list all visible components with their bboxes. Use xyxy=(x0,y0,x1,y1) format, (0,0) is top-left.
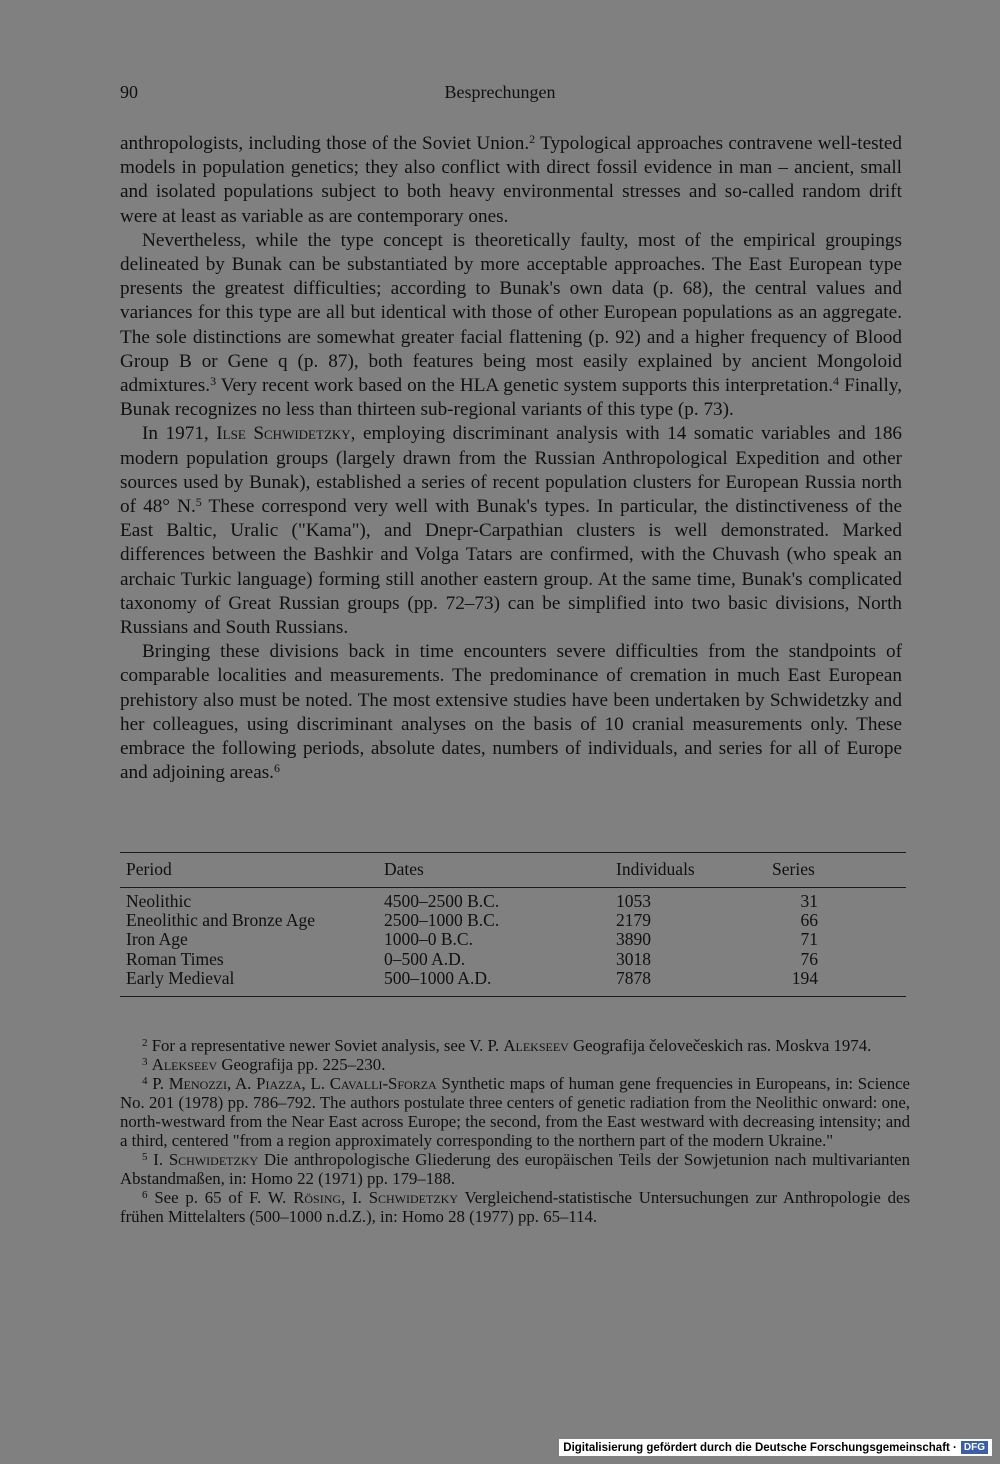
dfg-logo: DFG xyxy=(961,1441,988,1454)
cell-series: 194 xyxy=(791,967,818,988)
cell-individuals: 3018 xyxy=(616,948,651,969)
text-run: Synthetic maps of human gene frequencies in Europeans, in: Science No. 201 (1978) pp. 786–792. The authors postulate three centers of genetic radiation from the Neolithic onward: one, north-westward from the Near East across Europe; the second, from the East westward with decreasing intensity; and a third, centered "from a region approximately corresponding to the northern part of the modern Ukraine." xyxy=(120,1074,910,1150)
footnotes xyxy=(120,1036,910,1226)
author-name: Schwidetzky xyxy=(368,1188,459,1207)
text-run: , L. xyxy=(301,1074,330,1093)
text-run: Geografija čelovečeskich ras. Moskva 1974. xyxy=(568,1036,872,1055)
text-run: See p. 65 of F. W. xyxy=(147,1188,294,1207)
footnote-ref: 4 xyxy=(833,374,840,389)
footnote-4 xyxy=(120,1074,910,1150)
footnote-5 xyxy=(120,1150,910,1188)
author-name: Ilse Schwidetzky xyxy=(216,423,351,445)
footnote-ref: 5 xyxy=(195,495,202,510)
periods-table xyxy=(120,852,906,997)
table-row xyxy=(120,911,906,930)
text-run: In 1971, xyxy=(142,423,217,445)
text-run: Geografija pp. 225–230. xyxy=(217,1055,386,1074)
page-number: 90 xyxy=(120,82,138,102)
table-row xyxy=(120,892,906,911)
header-individuals: Individuals xyxy=(616,859,695,879)
paragraph-2 xyxy=(120,229,902,423)
cell-dates: 0–500 A.D. xyxy=(384,948,466,969)
cell-dates: 1000–0 B.C. xyxy=(384,929,473,950)
cell-individuals: 3890 xyxy=(616,929,651,950)
author-name: Alekseev xyxy=(151,1055,218,1074)
header-period: Period xyxy=(126,859,172,879)
text-run: Typological approaches contravene well-tested models in population genetics; they also conflict with direct fossil evidence in man – ancient, small and isolated populations subject to both heavy environmental stresses and so-called random drift were at least as variable as are contemporary ones. xyxy=(120,133,902,227)
text-run: These correspond very well with Bunak's types. In particular, the distinctiveness of the East Baltic, Uralic ("Kama"), and Dnepr-Carpathian clusters is well demonstrated. Marked differences between the Bashkir and Volga Tatars are confirmed, with the Chuvash (who speak an archaic Turkic language) forming still another eastern group. At the same time, Bunak's complicated taxonomy of Great Russian groups (pp. 72–73) can be simplified into two basic divisions, North Russians and South Russians. xyxy=(120,496,902,639)
text-run: Die anthropologische Gliederung des europäischen Teils der Sowjetunion nach multivarianten Abstandmaßen, in: Homo 22 (1971) pp. 179–188. xyxy=(120,1150,910,1188)
body-text xyxy=(120,132,902,785)
cell-period: Neolithic xyxy=(126,891,192,911)
text-run: Very recent work based on the HLA genetic system supports this interpretation. xyxy=(216,375,834,397)
footnote-ref: 3 xyxy=(210,374,217,389)
footnote-number: 5 xyxy=(142,1151,148,1163)
author-name: Cavalli-Sforza xyxy=(329,1074,437,1093)
table-header-row xyxy=(120,853,906,888)
table-row xyxy=(120,950,906,969)
header-series: Series xyxy=(772,859,815,879)
footnote-number: 6 xyxy=(142,1189,148,1201)
cell-series: 66 xyxy=(800,910,818,931)
cell-period: Iron Age xyxy=(126,929,188,950)
text-run: Bringing these divisions back in time encounters severe difficulties from the standpoints of comparable localities and measurements. The predominance of cremation in much East European prehistory also must be noted. The most extensive studies have been undertaken by Schwidetzky and her colleagues, using discriminant analyses on the basis of 10 cranial measurements only. These embrace the following periods, absolute dates, numbers of individuals, and series for all of Europe and adjoining areas. xyxy=(120,641,902,784)
table-row xyxy=(120,969,906,988)
table-row xyxy=(120,930,906,949)
text-run: , A. xyxy=(226,1074,257,1093)
cell-series: 31 xyxy=(800,891,818,911)
author-name: Menozzi xyxy=(168,1074,227,1093)
cell-series: 76 xyxy=(800,948,818,969)
cell-period: Roman Times xyxy=(126,948,224,969)
footnote-ref: 2 xyxy=(529,132,536,146)
footer-text: Digitalisierung gefördert durch die Deutsche Forschungsgemeinschaft · xyxy=(563,1441,957,1454)
cell-individuals: 1053 xyxy=(616,891,651,911)
text-run: Vergleichend-statistische Untersuchungen zur Anthropologie des frühen Mittelalters (500–1000 n.d.Z.), in: Homo 28 (1977) pp. 65–114. xyxy=(120,1188,910,1226)
cell-individuals: 7878 xyxy=(616,967,651,988)
text-run: anthropologists, including those of the Soviet Union. xyxy=(120,133,530,154)
table-body xyxy=(120,888,906,996)
cell-period: Early Medieval xyxy=(126,967,235,988)
text-run: Finally, Bunak recognizes no less than thirteen sub-regional variants of this type (p. 73). xyxy=(120,375,902,421)
author-name: Rösing xyxy=(293,1188,342,1207)
cell-period: Eneolithic and Bronze Age xyxy=(126,910,316,931)
cell-series: 71 xyxy=(800,929,818,950)
text-run: P. xyxy=(147,1074,169,1093)
paragraph-3 xyxy=(120,422,902,640)
text-run: , I. xyxy=(341,1188,369,1207)
cell-dates: 500–1000 A.D. xyxy=(384,967,492,988)
cell-dates: 4500–2500 B.C. xyxy=(384,891,500,911)
text-run: For a representative newer Soviet analysis, see V. P. xyxy=(147,1036,504,1055)
footnote-2 xyxy=(120,1036,910,1055)
footnote-6 xyxy=(120,1188,910,1226)
digitization-footer xyxy=(559,1439,992,1456)
running-head: Besprechungen xyxy=(444,82,556,102)
footnote-number: 2 xyxy=(142,1037,148,1049)
footnote-number: 3 xyxy=(142,1056,148,1068)
cell-dates: 2500–1000 B.C. xyxy=(384,910,500,931)
text-run: I. xyxy=(147,1150,169,1169)
cell-individuals: 2179 xyxy=(616,910,651,931)
author-name: Schwidetzky xyxy=(168,1150,259,1169)
paragraph-4 xyxy=(120,640,902,785)
author-name: Piazza xyxy=(256,1074,302,1093)
text-run: , employing discriminant analysis with 14 somatic variables and 186 modern population groups (largely drawn from the Russian Anthropological Expedition and other sources used by Bunak), established a series of recent population clusters for European Russia north of 48° N. xyxy=(120,423,903,518)
footnote-number: 4 xyxy=(142,1075,148,1087)
paragraph-1 xyxy=(120,132,902,229)
footnote-3 xyxy=(120,1055,910,1074)
text-run: Nevertheless, while the type concept is theoretically faulty, most of the empirical groupings delineated by Bunak can be substantiated by more acceptable approaches. The East European type presents the greatest difficulties; according to Bunak's own data (p. 68), the central values and variances for this type are all but identical with those of other European populations as an aggregate. The sole distinctions are somewhat greater facial flattening (p. 92) and a higher frequency of Blood Group B or Gene q (p. 87), both features being most easily explained by ancient Mongoloid admixtures. xyxy=(120,229,902,397)
header-dates: Dates xyxy=(384,859,424,879)
footnote-ref: 6 xyxy=(273,761,280,776)
author-name: Alekseev xyxy=(503,1036,569,1055)
